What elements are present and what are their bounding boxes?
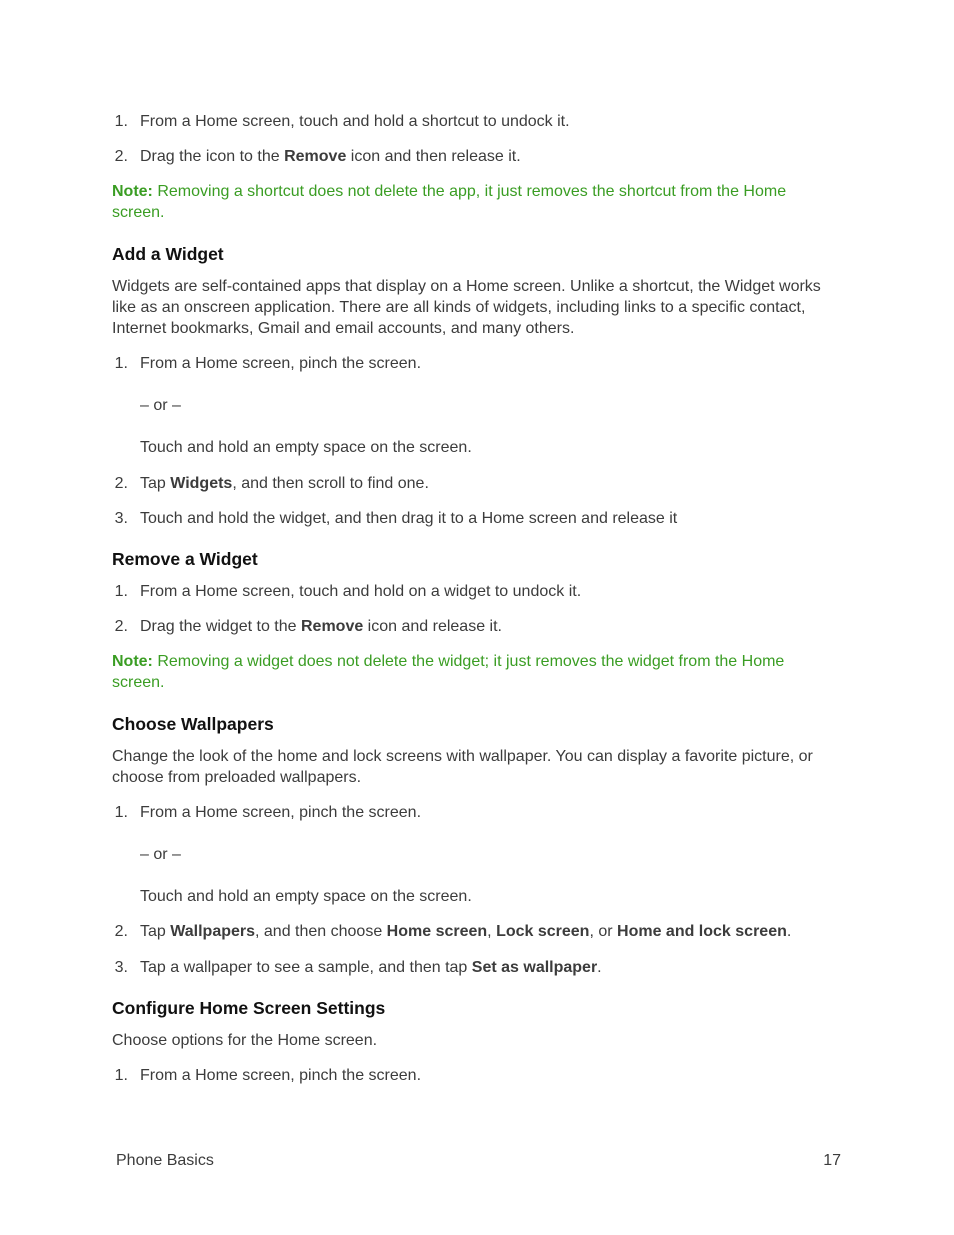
section-heading-add-widget: Add a Widget xyxy=(112,244,224,264)
list-number: 2. xyxy=(114,475,128,492)
step-text: From a Home screen, touch and hold on a widget to undock it. xyxy=(140,583,582,600)
step-text: Tap Wallpapers, and then choose Home screen, Lock screen, or Home and lock screen. xyxy=(140,923,792,940)
remove-term: Remove xyxy=(300,618,364,635)
or-separator: – or – xyxy=(140,846,181,863)
note: Note: Removing a widget does not delete the widget; it just removes the widget from the Home screen. xyxy=(112,653,785,691)
section-intro: Change the look of the home and lock screens with wallpaper. You can display a favorite picture, or choose from preloaded wallpapers. xyxy=(112,748,813,786)
page-number: 17 xyxy=(823,1152,841,1169)
step-text: Tap a wallpaper to see a sample, and then tap Set as wallpaper. xyxy=(140,959,602,976)
section-intro: Choose options for the Home screen. xyxy=(112,1032,378,1049)
list-number: 1. xyxy=(114,1067,128,1084)
step-text: From a Home screen, pinch the screen. xyxy=(140,355,422,372)
list-number: 1. xyxy=(114,355,128,372)
widgets-term: Widgets xyxy=(170,475,233,492)
step-text: Drag the widget to the Remove icon and release it. xyxy=(140,618,502,635)
remove-term: Remove xyxy=(284,148,347,165)
step-alternative: Touch and hold an empty space on the screen. xyxy=(140,888,472,905)
or-separator: – or – xyxy=(140,397,181,414)
list-number: 2. xyxy=(114,618,128,635)
list-number: 3. xyxy=(114,510,128,527)
step-text: From a Home screen, pinch the screen. xyxy=(140,804,422,821)
note-label: Note: xyxy=(112,653,153,670)
note-label: Note: xyxy=(112,183,153,200)
step-text: Touch and hold the widget, and then drag it to a Home screen and release it xyxy=(140,510,678,527)
lock-screen-term: Lock screen xyxy=(496,923,590,940)
wallpapers-term: Wallpapers xyxy=(170,923,256,940)
step-alternative: Touch and hold an empty space on the screen. xyxy=(140,439,472,456)
list-number: 2. xyxy=(114,923,128,940)
footer-section-title: Phone Basics xyxy=(116,1152,214,1169)
step-text: Drag the icon to the Remove icon and then release it. xyxy=(140,148,521,165)
home-screen-term: Home screen xyxy=(386,923,488,940)
step-text: Tap Widgets, and then scroll to find one. xyxy=(140,475,429,492)
step-text: From a Home screen, pinch the screen. xyxy=(140,1067,422,1084)
list-number: 1. xyxy=(114,113,128,130)
note: Note: Removing a shortcut does not delete the app, it just removes the shortcut from the Home screen. xyxy=(112,183,787,221)
set-as-wallpaper-term: Set as wallpaper xyxy=(471,959,598,976)
list-number: 3. xyxy=(114,959,128,976)
list-number: 2. xyxy=(114,148,128,165)
section-heading-home-settings: Configure Home Screen Settings xyxy=(112,998,386,1018)
section-intro: Widgets are self-contained apps that display on a Home screen. Unlike a shortcut, the Widget works like as an onscreen application. There are all kinds of widgets, including links to a specific contact, Internet bookmarks, Gmail and email accounts, and many others. xyxy=(112,278,821,337)
list-number: 1. xyxy=(114,583,128,600)
section-heading-remove-widget: Remove a Widget xyxy=(112,549,258,569)
step-text: From a Home screen, touch and hold a shortcut to undock it. xyxy=(140,113,570,130)
home-and-lock-term: Home and lock screen xyxy=(617,923,787,940)
list-number: 1. xyxy=(114,804,128,821)
section-heading-wallpapers: Choose Wallpapers xyxy=(112,714,274,734)
